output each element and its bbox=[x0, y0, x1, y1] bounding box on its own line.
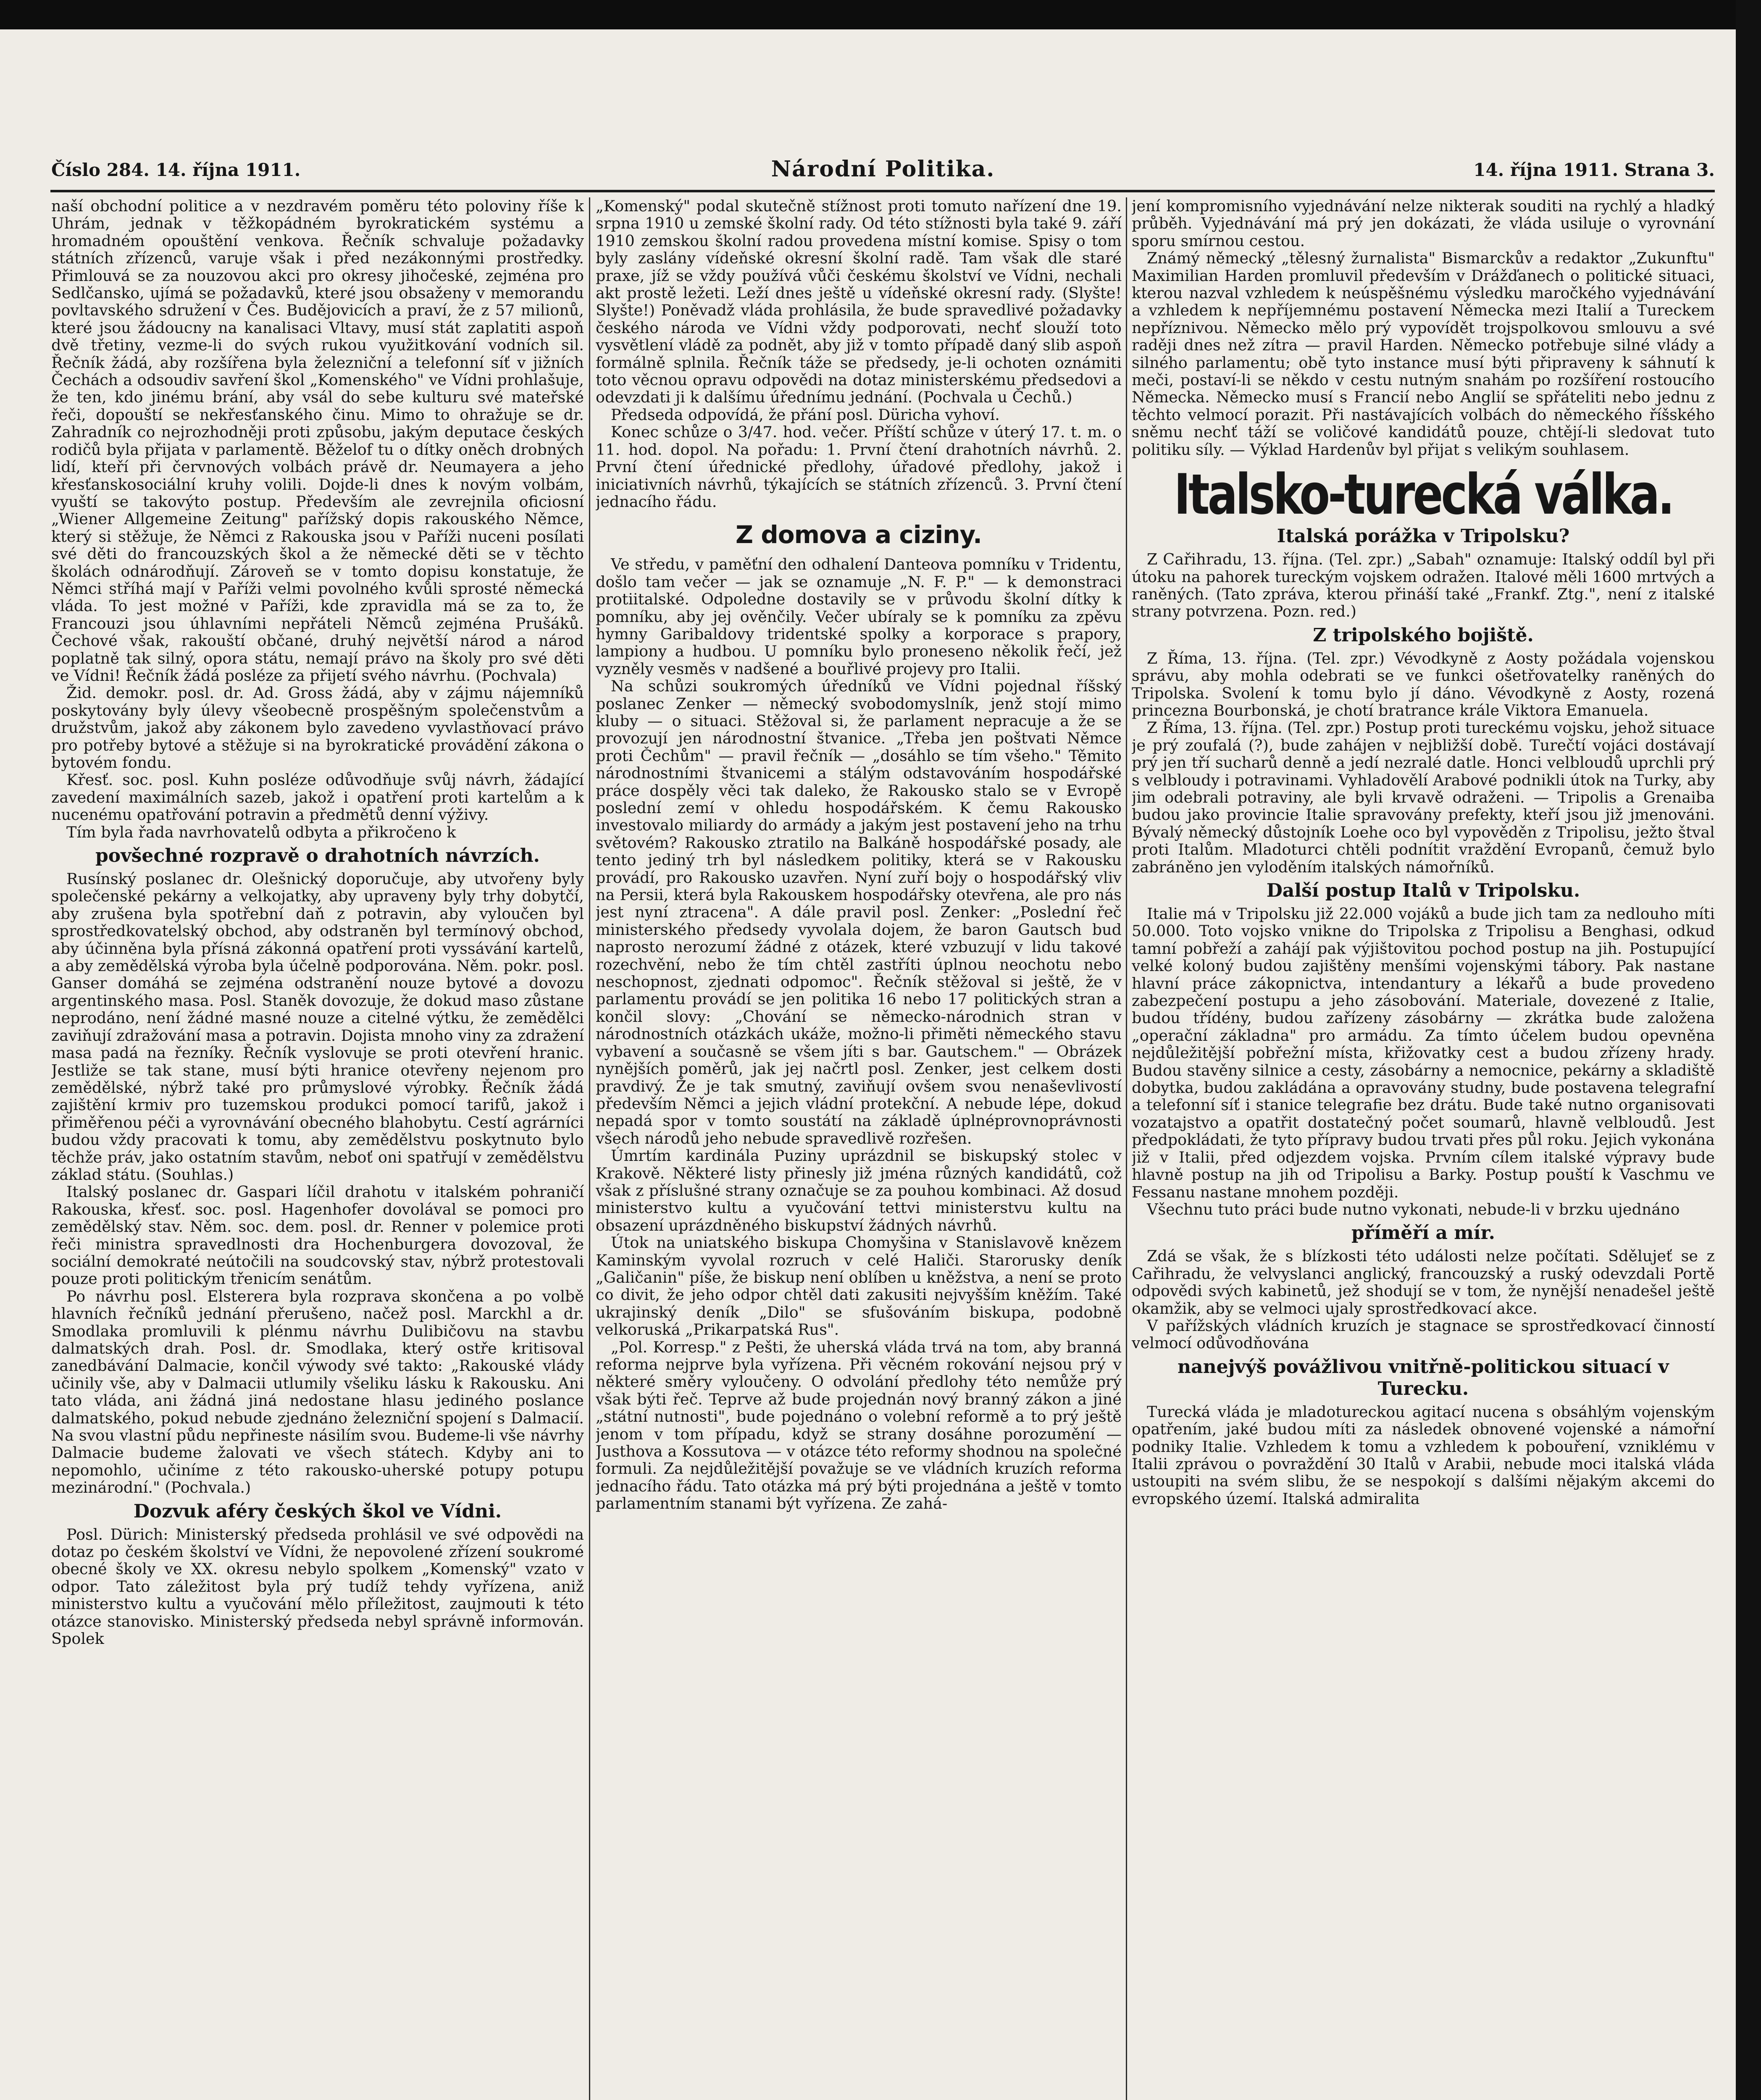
article-text: Žid. demokr. posl. dr. Ad. Gross žádá, aby v zájmu nájemníků poskytovány byly úlevy všeobecně prospěšným společenstvům a družstvům, jakož aby zákonem bylo zavedeno vyvlastňovací právo pro potřeby bytové a stěžuje si na byrokratické provádění zákona o bytovém fondu. bbox=[51, 684, 584, 772]
article-text: Po návrhu posl. Elsterera byla rozprava skončena a po volbě hlavních řečníků jednání přerušeno, načež posl. Marckhl a dr. Smodlaka promluvili k plénmu návrhu Dulibičovu na stavbu dalmatských drah. Posl. dr. Smodlaka, který ostře kritisoval zanedbávání Dalmacie, končil výwody své takto: „Rakouské vlády učinily vše, aby v Dalmacii utlumily všeliku lásku k Rakousku. Ani tato vláda, ani žádná jiná nedostane hlasu jediného poslance dalmatského, pokud nebude zjednáno železniční spojení s Dalmacií. Na svou vlastní půdu nepřineste násilím svou. Budeme-li vše návrhy Dalmacie budeme žalovati ve všech státech. Kdyby ani to nepomohlo, učiníme z této rakousko-uherské potupy potupu mezinárodní." (Pochvala.) bbox=[51, 1287, 584, 1497]
subheading: Italská porážka v Tripolsku? bbox=[1277, 525, 1570, 547]
page-header bbox=[51, 156, 1715, 186]
subheading: Z tripolského bojiště. bbox=[1313, 624, 1534, 646]
article-text: „Komenský" podal skutečně stížnost proti tomuto nařízení dne 19. srpna 1910 u zemské školní rady. Od této stížnosti byla také 9. září 1910 zemskou školní radou provedena místní komise. Spisy o tom byly zaslány vídeňské okresní školní radě. Tam však dle staré praxe, jíž se vždy používá vůči českému školství ve Vídni, nechali akt prostě ležeti. Leží dnes ještě u vídeňské okresní rady. (Slyšte! Slyšte!) Poněvadž vláda prohlásila, že bude spravedlivé požadavky českého národa ve Vídni vždy podporovati, nechť slouží toto vysvětlení vládě za podnět, aby již v tomto případě daný slib aspoň formálně splnila. Řečník táže se předsedy, je-li ochoten oznámiti toto věcnou opravu odpovědi na dotaz ministerskému předsedovi a odevzdati ji k dalšímu úřednímu jednání. (Pochvala u Čechů.) bbox=[596, 197, 1122, 407]
header-rule bbox=[50, 190, 1715, 192]
scan-border-right bbox=[1736, 0, 1761, 2100]
article-text: jení kompromisního vyjednávání nelze nikterak souditi na rychlý a hladký průběh. Vyjednávání má prý jen dokázati, že vláda usiluje o vyrovnání sporu smírnou cestou. bbox=[1132, 197, 1715, 250]
section-heading-large: Italsko-turecká válka. bbox=[1174, 462, 1673, 527]
article-text: Útok na uniatského biskupa Chomyšina v Stanislavově knězem Kaminským vyvolal rozruch v celé Haliči. Starorusky deník „Galičanin" píše, že biskup není oblíben u kněžstva, a není se proto co divit, že jeho odpor chtěl dati zakusiti nejvyšším kněžím. Také ukrajinský deník „Dilo" se sfušováním biskupa, podobně velkoruská „Prikarpatská Rus". bbox=[596, 1234, 1122, 1339]
article-text: Rusínský poslanec dr. Olešnický doporučuje, aby utvořeny byly společenské pekárny a velkojatky, aby upraveny byly trhy dobytčí, aby zrušena byla spotřební daň z potravin, aby vyloučen byl sprostředkovatelský obchod, aby odstraněn byl termínový obchod, aby účinněna byla přísná zákonná opatření proti vyssávání kartelů, a aby zemědělská výroba byla účelně podporována. Něm. pokr. posl. Ganser domáhá se zejména odstranění nouze bytové a dovozu argentinského masa. Posl. Staněk dovozuje, že dokud maso zůstane neprodáno, není žádné masné nouze a citelné výtku, že zemědělci zaviňují zdražování masa a potravin. Dojista mnoho viny za zdražení masa padá na řezníky. Řečník vyslovuje se proti otevření hranic. Jestliže se tak stane, musí býti hranice otevřeny nejenom pro zemědělské, nýbrž také pro průmyslové výrobky. Řečník žádá zajištění krmiv pro tuzemskou produkci pomocí tarifů, jakož i přiměřenou péči a vyrovnávání obecného blahobytu. Cestí agrárníci budou vždy pracovati k tomu, aby zemědělstvu poskytnuto bylo těchže práv, jako ostatním stavům, neboť oni spatřují v zemědělstvu základ státu. (Souhlas.) bbox=[51, 870, 584, 1184]
column-divider bbox=[589, 197, 590, 2100]
article-text: Předseda odpovídá, že přání posl. Düricha vyhoví. bbox=[611, 405, 1000, 424]
article-text: Turecká vláda je mladotureckou agitací nucena s obsáhlým vojenským opatřením, jaké budou míti za následek obnovené vojenské a námořní podniky Italie. Vzhledem k tomu a vzhledem k pobouření, vzniklému v Italii zprávou o povraždění 30 Italů v Arabii, nebude moci italská vláda ustoupiti na svém slibu, že se nespokojí s dalšími nějakým akcemi do evropského území. Italská admiralita bbox=[1132, 1402, 1715, 1508]
article-text: Italský poslanec dr. Gaspari líčil drahotu v italském pohraničí Rakouska, křesť. soc. posl. Hagenhofer dovolával se pomoci pro zemědělský stav. Něm. soc. dem. posl. dr. Renner v polemice proti řeči ministra spravedlnosti dra Hochenburgera dovozoval, že sociální demokraté neútočili na soudcovský stav, nýbrž protestovali pouze proti politickým třenicím senátům. bbox=[51, 1183, 584, 1288]
column-2 bbox=[596, 197, 1122, 2100]
article-text: Posl. Dürich: Ministerský předseda prohlásil ve své odpovědi na dotaz po českém školství ve Vídni, že nepovolené zřízení soukromé obecné školy ve XX. okresu nebylo spolkem „Komenský" vzato v odpor. Tato záležitost byla prý tudíž tehdy vyřízena, aniž ministerstvo kultu a vyučování mělo příležitost, zaujmouti k této otázce stanovisko. Ministerský předseda nebyl správně informován. Spolek bbox=[51, 1525, 584, 1648]
issue-date: Číslo 284. 14. října 1911. bbox=[51, 160, 301, 180]
article-text: Známý německý „tělesný žurnalista" Bismarckův a redaktor „Zukunftu" Maximilian Harden promluvil především v Drážďanech o politické situaci, kterou nazval vzhledem k neúspěšnému výsledku maročkého vyjednávání a vzhledem k nepříjemnému postavení Německa mezi Italií a Tureckem nepříznivou. Německo mělo prý vypovídět trojspolkovou smlouvu a své raději dnes než zítra — pravil Harden. Německo potřebuje silné vlády a silného parlamentu; obě tyto instance musí býti připraveny k sáhnutí k meči, postaví-li se někdo v cestu nutným snahám po rozšíření rostoucího Německa. Německo musí s Francií nebo Anglií se spřáteliti nebo jednu z těchto velmocí porazit. Při nastávajících volbách do německého říšského sněmu nechť táží se voličové kandidátů pouze, chtějí-li sledovat tuto politiku síly. — Výklad Hardenův byl přijat s velikým souhlasem. bbox=[1132, 249, 1715, 459]
scan-border-top bbox=[0, 0, 1761, 29]
article-text: Ve středu, v paměťní den odhalení Danteova pomníku v Tridentu, došlo tam večer — jak se oznamuje „N. F. P." — k demonstraci protiitalské. Odpoledne dostavily se v průvodu školní dítky k pomníku, aby jej ověnčily. Večer ubíraly se k pomníku za zpěvu hymny Garibaldovy tridentské spolky a korporace s prapory, lampiony a hudbou. U pomníku bylo proneseno několik řečí, jež vyzněly vesměs v nadšené a bouřlivé projevy pro Italii. bbox=[596, 555, 1122, 678]
column-3 bbox=[1132, 197, 1715, 2100]
column-divider bbox=[1126, 197, 1127, 2100]
masthead-title: Národní Politika. bbox=[771, 156, 995, 182]
article-text: „Pol. Korresp." z Pešti, že uherská vláda trvá na tom, aby branná reforma nejprve byla vyřízena. Při věcném rokování nejsou prý v některé směry vyloučeny. O odvolání předlohy této nemůže prý však býti řeč. Teprve až bude projednán nový branný zákon a jiné „státní nutnosti", bude pojednáno o volební reformě a to prý ještě jenom v tom případu, když se strany dosáhne porozumění — Justhova a Kossutova — v otázce této reformy shodnou na společné formuli. Za nejdůležitější považuje se ve vládních kruzích reforma jednacího řádu. Tato otázka má prý býti projednána a ještě v tomto parlamentním stanami být vyřízena. Ze zahá- bbox=[596, 1338, 1122, 1513]
article-text: naší obchodní politice a v nezdravém poměru této poloviny říše k Uhrám, jednak v těžkopádném byrokratickém systému a hromadném opouštění venkova. Řečník schvaluje požadavky státních zřízenců, varuje však i před nezákonnými prostředky. Přimlouvá se za nouzovou akci pro okresy jihočeské, zejména pro Sedlčansko, ujímá se požadavků, které jsou obsaženy v memorandu povltavského sdružení v Čes. Budějovicích a praví, že z 57 milionů, které jsou žádoucny na kanalisaci Vltavy, musí stát zaplatiti aspoň dvě třetiny, vezme-li do svých rukou využitkování vodních sil. Řečník žádá, aby rozšířena byla železniční a telefonní síť v jižních Čechách a odsoudiv savření škol „Komenského" ve Vídni prohlašuje, že ten, kdo jinému brání, aby vsál do sebe kulturu své mateřské řeči, dopouští se nekřesťanského činu. Mimo to ohražuje se dr. Zahradník co nejrozhodněji proti způsobu, jakým deputace českých rodičů byla přijata v parlamentě. Běželof tu o dítky oněch drobných lidí, kteří při červnových volbách právě dr. Neumayera a jeho křesťanskosociální kruhy volili. Dojde-li dnes k novým volbám, vyuští se takovýto postup. Především ale zevrejnila oficiosní „Wiener Allgemeine Zeitung" pařížský dopis rakouského Němce, který si stěžuje, že Němci z Rakouska jsou v Paříži nuceni posílati své děti do francouzských škol a že německé děti se v těchto školách odnárodňují. Zároveň se v tomto dopisu konstatuje, že Němci stříhá mají v Paříži velmi povolného kvůli sprosté německá vláda. To jest možné v Paříži, kde zpravidla má se za to, že Francouzi jsou úhlavními nepřáteli Němců zejména Prušáků. Čechové však, rakouští občané, druhý největší národ a národ poplatně tak silný, opora státu, nemají právo na školy pro své děti ve Vídni! Řečník žádá posléze za přijetí svého návrhu. (Pochvala) bbox=[51, 197, 584, 685]
article-text: Všechnu tuto práci bude nutno vykonati, nebude-li v brzku ujednáno bbox=[1147, 1200, 1680, 1218]
page-number: 14. října 1911. Strana 3. bbox=[1473, 160, 1715, 180]
section-heading: povšechné rozpravě o drahotních návrzích. bbox=[95, 845, 540, 867]
article-text: Zdá se však, že s blízkosti této události nelze počítati. Sdělujeť se z Cařihradu, že velvyslanci anglický, francouzský a ruský odevzdali Portě odpovědi svých kabinetů, jež shodují se v tom, že nynější nenadešel ještě okamžik, aby se velmoci ujaly sprostředkovací akce. bbox=[1132, 1247, 1715, 1318]
article-text: Z Cařihradu, 13. října. (Tel. zpr.) „Sabah" oznamuje: Italský oddíl byl při útoku na pahorek tureckým vojskem odražen. Italové měli 1600 mrtvých a raněných. (Tato zpráva, kterou přináší také „Frankf. Ztg.", není z italské strany potvrzena. Pozn. red.) bbox=[1132, 550, 1715, 621]
article-text: Z Říma, 13. října. (Tel. zpr.) Postup proti tureckému vojsku, jehož situace je prý zoufalá (?), bude zahájen v nejbližší době. Turečtí vojáci dostávají prý jen tří sucharů denně a jedí nezralé datle. Honci velbloudů uprchli prý s velbloudy i potravinami. Vyhladovělí Arabové podnikli útok na Turky, aby jim odebrali potraviny, ale byli krvavě odraženi. — Tripolis a Grenaiba budou jako provincie Italie spravovány prefekty, kteří jsou již jmenováni. Bývalý německý důstojník Loehe oco byl vypověděn z Tripolisu, ježto štval proti Italům. Mladoturci chtěli podnítit vraždění Evropanů, čemuž bylo zabráněno jen vyloděním italských námořníků. bbox=[1132, 719, 1715, 876]
article-text: Konec schůze o 3/47. hod. večer. Příští schůze v úterý 17. t. m. o 11. hod. dopol. Na pořadu: 1. První čtení drahotních návrhů. 2. První čtení úřednické předlohy, úřadové předlohy, jakož i iniciativních návrhů, týkajících se státních zřízenců. 3. První čtení jednacího řádu. bbox=[596, 423, 1122, 511]
article-text: Úmrtím kardinála Puziny uprázdnil se biskupský stolec v Krakově. Některé listy přinesly již jména různých kandidátů, což však z příslušné strany označuje se za pouhou kombinaci. Až dosud ministerstvo kultu a vyučování tettvi ministerstvu kultu na obsazení uprázdněného biskupství žádných návrhů. bbox=[596, 1147, 1122, 1234]
column-1 bbox=[51, 197, 584, 2100]
article-text: Na schůzi soukromých úředníků ve Vídni pojednal říšský poslanec Zenker — německý svobodomyslník, jenž stojí mimo kluby — o situaci. Stěžoval si, že parlament nepracuje a že se provozují jen národnostní štvanice. „Třeba jen poštvati Němce proti Čechům" — pravil řečník — „dosáhlo se tím všeho." Těmito národnostními štvanicemi a stálým odstavováním hospodářské práce dospěly věci tak daleko, že Rakousko stalo se v Evropě poslední zemí v ohledu hospodářském. K čemu Rakousko investovalo miliardy do armády a jakým jest postavení jeho na trhu světovém? Rakousko ztratilo na Balkáně hospodářské posady, ale tento jediný trh byl následkem politiky, která se v Rakousku provádí, pro Rakousko uzavřen. Nyní zuří bojy o hospodářský vliv na Persii, která byla Rakouskem hospodářsky otevřena, ale pro nás jest nyní ztracena". A dále pravil posl. Zenker: „Poslední řeč ministerského předsedy vyvolala dojem, že baron Gautsch bud naprosto nerozumí žádné z otázek, které vzbuzují v lidu takové rozechvění, nebo že tím chtěl zastříti úplnou neochotu nebo neschopnost, zjednati odpomoc". Řečník stěžoval si ještě, že v parlamentu provádí se jen politika 16 nebo 17 politických stran a končil slovy: „Chování se německo-národnich stran v národnostních otázkách ukáže, možno-li přiměti německého stavu vybavení a současně se všem jíti s bar. Gautschem." — Obrázek nynějších poměrů, jak jej načrtl posl. Zenker, jest celkem dosti pravdivý. Že je tak smutný, zaviňují ovšem svou nenaševlivostí především Němci a jejich vládní protekční. A nebude lépe, dokud nepadá spor v tomto soustátí na základě úplnéprovnoprávnosti všech národů jeho nebude spravedlivě rozřešen. bbox=[596, 677, 1122, 1147]
article-text: Tím byla řada navrhovatelů odbyta a přikročeno k bbox=[66, 823, 456, 841]
article-text: Z Říma, 13. října. (Tel. zpr.) Vévodkyně z Aosty požádala vojenskou správu, aby mohla odebrati se ve funkci ošetřovatelky raněných do Tripolska. Svolení k tomu bylo jí dáno. Vévodkyně z Aosty, rozená princezna Bourbonská, je chotí bratrance krále Viktora Emanuela. bbox=[1132, 649, 1715, 719]
section-heading: Z domova a ciziny. bbox=[735, 520, 982, 549]
article-text: V pařížských vládních kruzích je stagnace se sprostředkovací činností velmocí odůvodňována bbox=[1132, 1316, 1715, 1352]
subheading: Další postup Italů v Tripolsku. bbox=[1266, 880, 1580, 901]
subheading: nanejvýš povážlivou vnitřně-politickou situací v Turecku. bbox=[1178, 1356, 1669, 1399]
article-text: Křesť. soc. posl. Kuhn posléze odůvodňuje svůj návrh, žádající zavedení maximálních sazeb, jakož i opatření proti kartelům a k nucenému opatřování potravin a předmětů denní výživy. bbox=[51, 771, 584, 824]
article-text: Italie má v Tripolsku již 22.000 vojáků a bude jich tam za nedlouho míti 50.000. Toto vojsko vnikne do Tripolska z Tripolisu a Benghasi, odkud tamní pobřeží a zahájí pak výjištovitou pochod postup na jih. Postupující velké koloný budou zajištěny menšími vojenskými tábory. Pak nastane hlavní práce zákopnictva, intendantury a lékařů a bude provedeno zabezpečení postupu a jeho zásobování. Materiale, dovezené z Italie, budou třídény, budou zařízeny zásobárny — zkrátka bude založena „operační základna" pro armádu. Za tímto účelem budou opevněna nejdůležitější pobřežní místa, křižovatky cest a budou zřízeny hrady. Budou stavěny silnice a cesty, zásobárny a nemocnice, pekárny a skladiště dobytka, budou zakládána a opravovány studny, bude postavena telegrafní a telefonní síť i stanice telegrafie bez drátu. Bude také nutno organisovati vozatajstvo a opatřit dostatečný počet soumarů, hlavně velbloudů. Jest předpokládati, že tyto přípravy budou trvati přes půl roku. Jejich vykonána již v Italii, před odjezdem vojska. Prvním cílem italské výpravy bude hlavně postup na jih od Tripolisu a Barky. Postup pouští k Vaschmu ve Fessanu nastane mnohem později. bbox=[1132, 905, 1715, 1201]
section-heading: Dozvuk aféry českých škol ve Vídni. bbox=[133, 1500, 502, 1522]
subheading: příměří a mír. bbox=[1351, 1222, 1495, 1244]
